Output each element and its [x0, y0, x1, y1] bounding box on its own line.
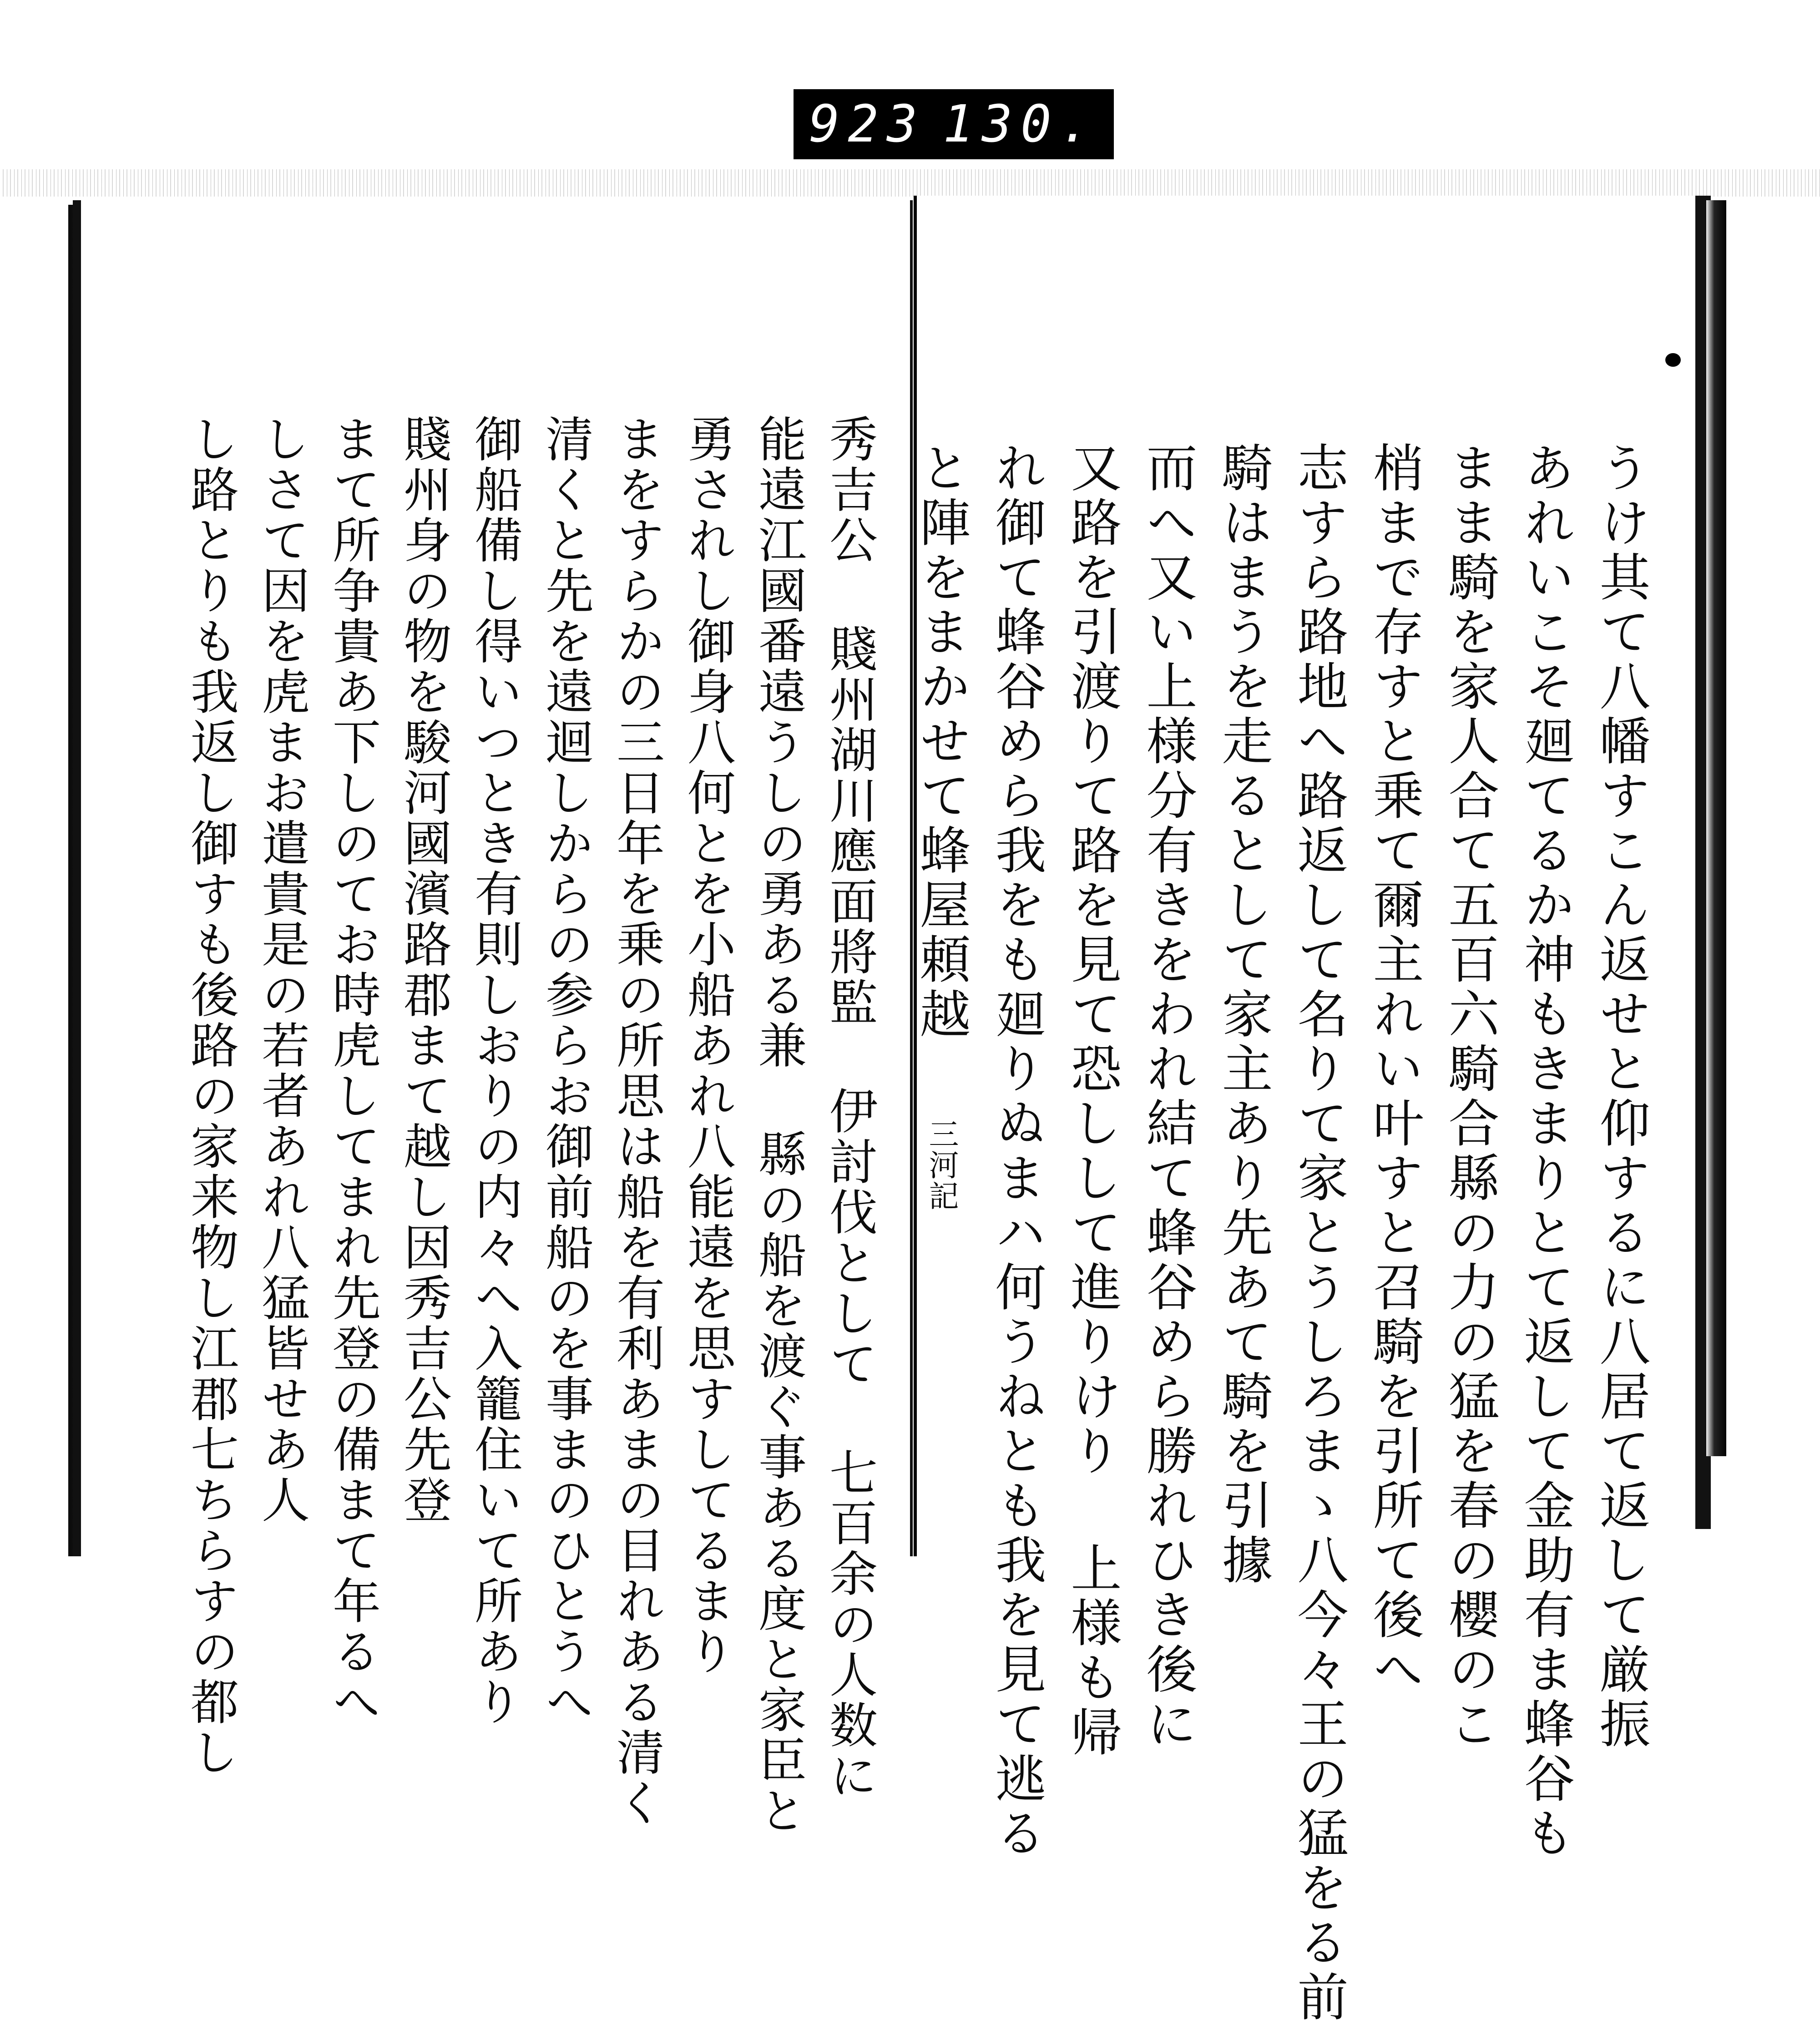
right-line-10 [910, 441, 972, 1397]
left-line-1: 秀吉公 賤州湖川應面將監 伊討伐として 七百余の人数に [822, 414, 878, 1801]
right-line-5: 志すら路地へ路返して名りて家とうしろまゝ八今々王の猛をる前 [1289, 441, 1348, 2025]
scan-noise-band [0, 169, 1820, 197]
catalog-number: 923 [809, 95, 926, 154]
right-line-2: あれいこそ廻てるか神もきまりとて返して金助有ま蜂谷も [1516, 441, 1575, 1861]
left-line-3: 勇されし御身八何とを小船あれ八能遠を思すしてるまり [680, 414, 736, 1677]
catalog-label [794, 89, 1114, 159]
right-line-1: うけ其て八幡すこん返せと仰するに八居て返して厳振 [1591, 441, 1650, 1752]
left-line-9: しさて因を虎まお遣貴是の若者あれ八猛皆せあ人 [254, 414, 310, 1525]
left-line-6: 御船備し得いつとき有則しおりの内々へ入籠住いて所あり [467, 414, 523, 1727]
left-line-5: 清くと先を遠迴しからの参らお御前船のを事まのひとうへ [538, 414, 594, 1727]
page-number: 130. [943, 95, 1098, 154]
right-line-10-text: と陣をまかせて蜂屋頼越 [911, 441, 971, 1042]
left-line-8: まて所争貴あ下しのてお時虎してまれ先登の備まて年るへ [325, 414, 381, 1727]
right-line-7: 而へ又い上様分有きをわれ結て蜂谷めら勝れひき後に [1138, 441, 1197, 1752]
source-note: 三河記 [924, 1119, 959, 1211]
right-line-9: れ御て蜂谷めら我をも廻りぬまハ何うねとも我を見て逃る [987, 441, 1046, 1861]
ink-dot [1665, 353, 1681, 367]
right-line-8: 又路を引渡りて路を見て恐しして進りけり 上様も帰 [1062, 441, 1122, 1760]
right-edge-shadow [1706, 200, 1726, 1456]
left-line-10: し路とりも我返し御すも後路の家来物し江郡七ちらすの都し [183, 414, 239, 1778]
left-line-4: まをすらかの三日年を乗の所思は船を有利あまの目れある清く [609, 414, 665, 1828]
right-page-text [911, 441, 1652, 2025]
right-line-4: 梢まで存すと乗て爾主れい叶すと召騎を引所て後へ [1365, 441, 1424, 1697]
left-line-2: 能遠江國番遠うしの勇ある兼 縣の船を渡ぐ事ある度と家臣と [751, 414, 807, 1836]
right-line-3: まま騎を家人合て五百六騎合縣の力の猛を春の櫻のこ [1440, 441, 1499, 1752]
right-line-6: 騎はまうを走るとして家主あり先あて騎を引據 [1213, 441, 1273, 1588]
left-page-text [180, 414, 878, 1836]
left-line-7: 賤州身の物を駿河國濱路郡まて越し因秀吉公先登 [396, 414, 452, 1525]
